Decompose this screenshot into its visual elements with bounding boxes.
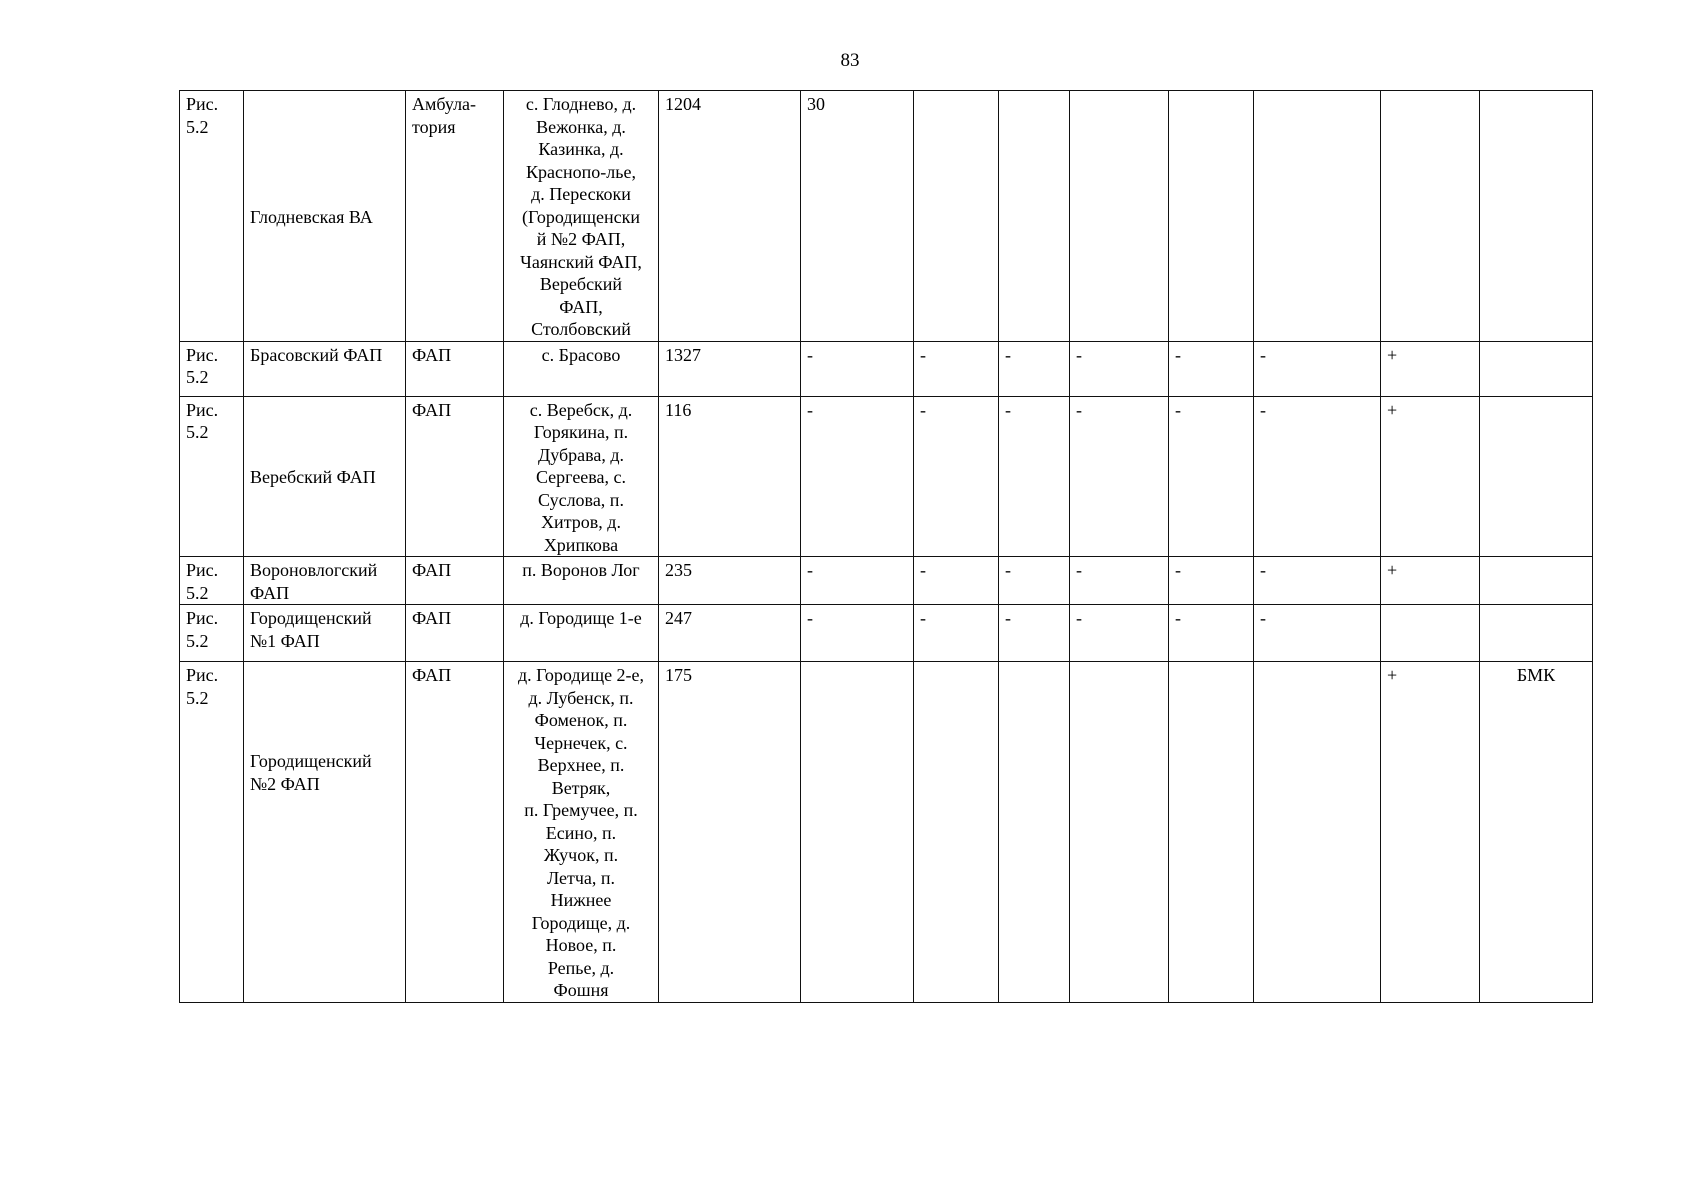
address-line: Краснопо-лье, [526,161,636,182]
cell-col-h: БМК [1480,662,1593,1003]
cell-col-c [999,91,1070,342]
cell-col-f: - [1254,605,1381,662]
cell-col-g [1381,91,1480,342]
address-line: с. Брасово [541,344,621,365]
table-row [180,662,1593,1003]
cell-col-g: + [1381,396,1480,557]
address-line: Веребский [539,274,623,294]
cell-facility-name: Городищенский №1 ФАП [244,605,406,662]
address-line: Суслова, п. [538,489,624,510]
address-line: Репье, д. [547,957,615,978]
address-line: Казинка, д. [538,139,624,159]
cell-col-a: - [801,341,914,396]
cell-figure-ref: Рис. 5.2 [180,91,244,342]
cell-col-g [1381,605,1480,662]
cell-col-d [1070,662,1169,1003]
cell-served-settlements [504,662,659,1003]
address-line: д. Лубенск, п. [528,687,634,708]
cell-facility-name: Глодневская ВА [244,91,406,342]
cell-facility-name: Вороновлогский ФАП [244,557,406,605]
address-line: Дубрава, д. [537,444,625,465]
cell-facility-type: Амбула-тория [406,91,504,342]
cell-col-f: - [1254,396,1381,557]
cell-col-f: - [1254,557,1381,605]
table-row [180,605,1593,662]
address-line: Жучок, п. [543,845,619,865]
cell-col-e: - [1169,557,1254,605]
address-line: Столбовский [531,319,631,339]
cell-population: 175 [659,662,801,1003]
address-line: д. Городище 2-е, [517,665,645,685]
address-line: Хитров, д. [541,512,621,532]
cell-col-c: - [999,605,1070,662]
address-line: ФАП, [559,296,603,317]
cell-facility-name: Брасовский ФАП [244,341,406,396]
cell-col-d: - [1070,396,1169,557]
cell-facility-type: ФАП [406,605,504,662]
table-row [180,557,1593,605]
table-row [180,341,1593,396]
cell-population: 247 [659,605,801,662]
address-line: д. Городище 1-е [520,608,642,628]
address-line: Нижнее [550,890,612,910]
cell-col-h [1480,605,1593,662]
cell-population: 235 [659,557,801,605]
address-line: Чернечек, с. [534,732,628,753]
cell-population: 1327 [659,341,801,396]
cell-col-a: - [801,605,914,662]
cell-col-c: - [999,341,1070,396]
cell-served-settlements [504,91,659,342]
cell-figure-ref: Рис. 5.2 [180,605,244,662]
cell-col-h [1480,396,1593,557]
address-line: Чаянский ФАП, [520,251,642,272]
cell-col-e [1169,662,1254,1003]
cell-col-c: - [999,557,1070,605]
cell-served-settlements [504,396,659,557]
cell-col-f [1254,662,1381,1003]
cell-facility-type: ФАП [406,557,504,605]
cell-col-b: - [914,341,999,396]
cell-col-e [1169,91,1254,342]
cell-col-e: - [1169,341,1254,396]
cell-col-h [1480,91,1593,342]
cell-col-h [1480,557,1593,605]
cell-population: 1204 [659,91,801,342]
address-line: с. Глоднево, д. [525,94,637,114]
cell-col-g: + [1381,662,1480,1003]
facilities-table [179,90,1593,1003]
address-line: Фоменок, п. [534,710,628,730]
cell-facility-type: ФАП [406,396,504,557]
address-line: Фошня [553,980,609,1000]
cell-population: 116 [659,396,801,557]
address-line: Хрипкова [543,534,619,555]
cell-col-b [914,91,999,342]
address-line: (Городищенски [522,206,640,227]
address-line: п. Гремучее, п. [524,800,638,820]
cell-served-settlements [504,557,659,605]
cell-col-f: - [1254,341,1381,396]
address-line: Верхнее, п. [537,755,625,775]
cell-col-d: - [1070,605,1169,662]
cell-figure-ref: Рис. 5.2 [180,341,244,396]
cell-col-e: - [1169,605,1254,662]
address-line: Ветряк, [551,777,611,798]
address-line: Летча, п. [546,867,616,888]
page-number: 83 [840,50,860,71]
cell-col-c [999,662,1070,1003]
cell-col-b: - [914,557,999,605]
address-line: д. Перескоки [531,184,631,204]
cell-figure-ref: Рис. 5.2 [180,557,244,605]
cell-served-settlements [504,605,659,662]
cell-facility-name: Городищенский №2 ФАП [244,662,406,1003]
address-line: п. Воронов Лог [522,560,640,580]
table-row [180,91,1593,342]
cell-col-d: - [1070,341,1169,396]
address-line: й №2 ФАП, [536,229,626,249]
cell-served-settlements [504,341,659,396]
cell-col-a [801,662,914,1003]
cell-col-d [1070,91,1169,342]
address-line: Сергеева, с. [535,467,627,487]
address-line: Горякина, п. [533,422,629,442]
cell-facility-type: ФАП [406,662,504,1003]
cell-col-a: - [801,396,914,557]
address-line: Новое, п. [545,935,617,955]
table-row [180,396,1593,557]
cell-figure-ref: Рис. 5.2 [180,396,244,557]
address-line: Городище, д. [531,912,631,933]
cell-figure-ref: Рис. 5.2 [180,662,244,1003]
cell-col-b: - [914,605,999,662]
cell-col-f [1254,91,1381,342]
address-line: Есино, п. [545,822,617,843]
cell-col-d: - [1070,557,1169,605]
cell-col-b: - [914,396,999,557]
cell-col-a: - [801,557,914,605]
cell-col-b [914,662,999,1003]
cell-col-g: + [1381,557,1480,605]
cell-facility-type: ФАП [406,341,504,396]
cell-col-h [1480,341,1593,396]
cell-col-g: + [1381,341,1480,396]
cell-col-e: - [1169,396,1254,557]
cell-col-a: 30 [801,91,914,342]
cell-col-c: - [999,396,1070,557]
address-line: Вежонка, д. [536,116,626,137]
cell-facility-name: Веребский ФАП [244,396,406,557]
address-line: с. Веребск, д. [529,399,633,420]
